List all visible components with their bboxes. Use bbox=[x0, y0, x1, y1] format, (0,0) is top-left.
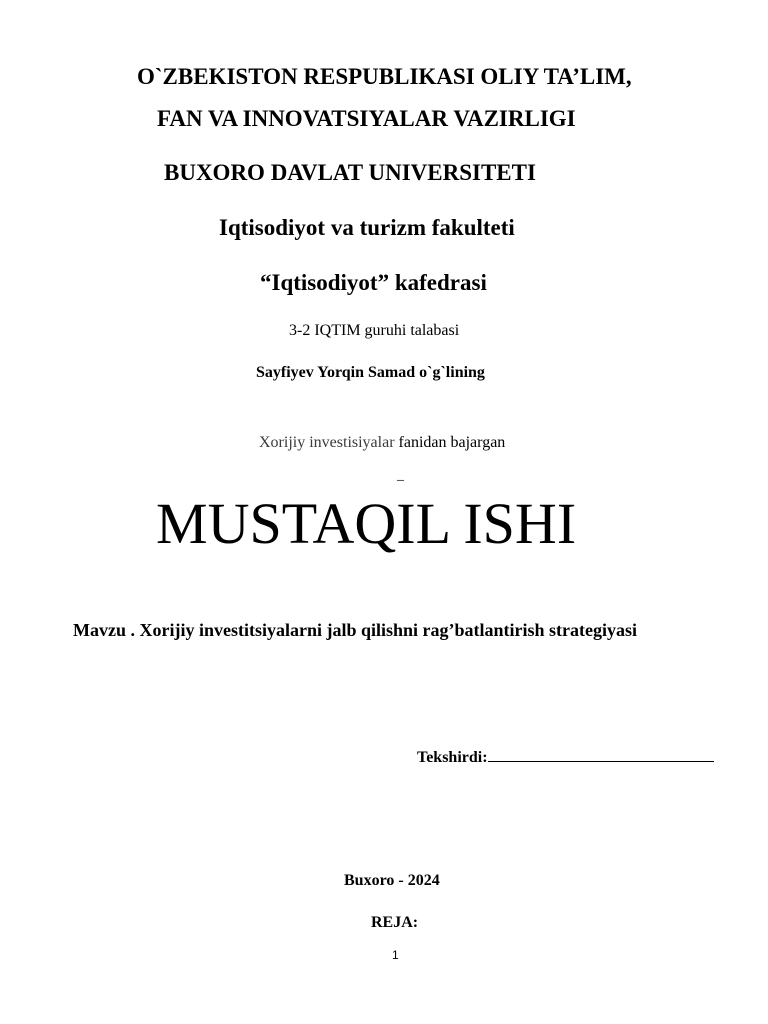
checker-signature-blank bbox=[488, 747, 714, 762]
checker-line bbox=[417, 747, 714, 767]
department-name: “Iqtisodiyot” kafedrasi bbox=[260, 270, 487, 295]
subject-suffix: fanidan bajargan bbox=[394, 434, 506, 451]
document-main-title: MUSTAQIL ISHI bbox=[156, 491, 577, 556]
university-name: BUXORO DAVLAT UNIVERSITETI bbox=[164, 160, 536, 185]
faculty-name: Iqtisodiyot va turizm fakulteti bbox=[219, 215, 515, 240]
subject-line bbox=[259, 434, 505, 452]
subject-dash: _ bbox=[397, 468, 404, 483]
ministry-title-line1: O`ZBEKISTON RESPUBLIKASI OLIY TA’LIM, bbox=[137, 64, 632, 89]
ministry-title-line2: FAN VA INNOVATSIYALAR VAZIRLIGI bbox=[157, 106, 576, 131]
topic-line: Mavzu . Xorijiy investitsiyalarni jalb qilishni rag’batlantirish strategiyasi bbox=[73, 620, 638, 640]
subject-name: Xorijiy investisiyalar bbox=[259, 434, 395, 451]
student-group: 3-2 IQTIM guruhi talabasi bbox=[289, 322, 460, 339]
page-number: 1 bbox=[392, 948, 399, 962]
student-name: Sayfiyev Yorqin Samad o`g`lining bbox=[256, 364, 485, 381]
plan-heading: REJA: bbox=[371, 914, 419, 931]
checker-label: Tekshirdi: bbox=[417, 749, 488, 766]
city-year: Buxoro - 2024 bbox=[344, 872, 440, 889]
